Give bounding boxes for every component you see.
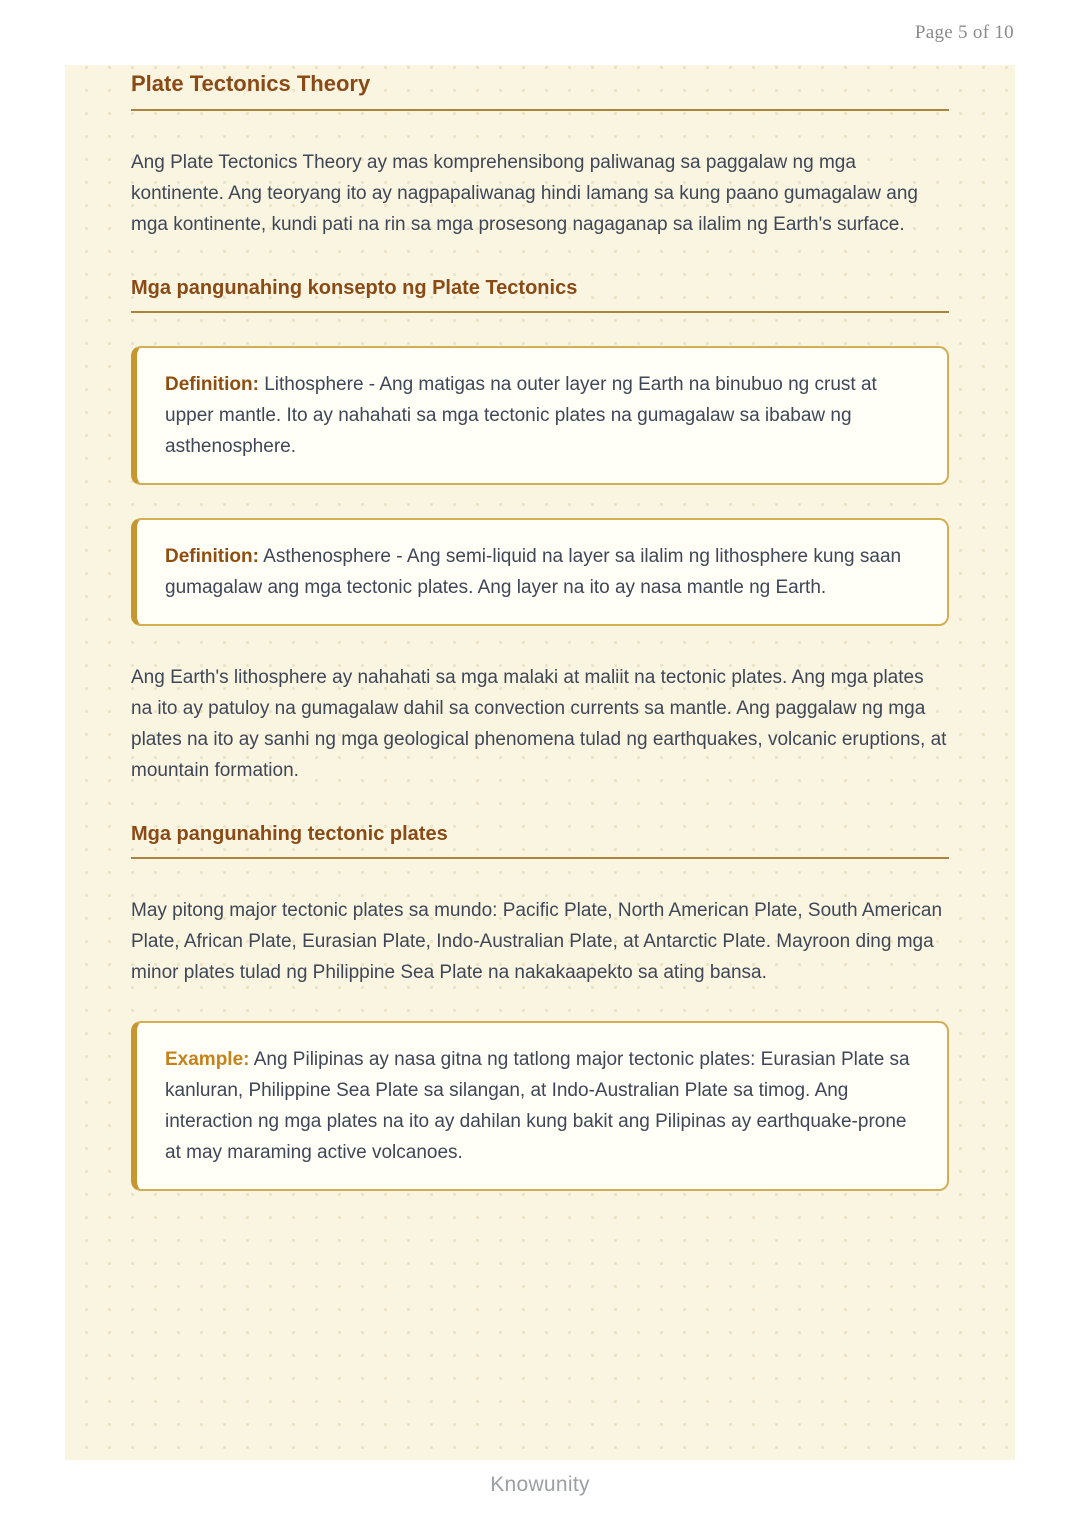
intro-paragraph: Ang Plate Tectonics Theory ay mas komprehensibong paliwanag sa paggalaw ng mga kontinente. Ang teoryang ito ay nagpapaliwanag hindi lamang sa kung paano gumagalaw ang mga kontinente, kundi pati na rin sa mga prosesong nagaganap sa ilalim ng Earth's surface. — [131, 152, 918, 235]
definition-text: Lithosphere - Ang matigas na outer layer ng Earth na binubuo ng crust at upper mantle. Ito ay nahahati sa mga tectonic plates na gumagalaw sa ibabaw ng asthenosphere. — [165, 374, 877, 457]
example-text: Ang Pilipinas ay nasa gitna ng tatlong major tectonic plates: Eurasian Plate sa kanluran, Philippine Sea Plate sa silangan, at Indo-Australian Plate sa timog. Ang interaction ng mga plates na ito ay dahilan kung bakit ang Pilipinas ay earthquake-prone at may maraming active volcanoes. — [165, 1049, 910, 1163]
definition-callout-lithosphere — [131, 346, 949, 485]
definition-text: Asthenosphere - Ang semi-liquid na layer sa ilalim ng lithosphere kung saan gumagalaw ang mga tectonic plates. Ang layer na ito ay nasa mantle ng Earth. — [165, 546, 902, 598]
title-underline — [131, 109, 949, 111]
definition-label: Definition: — [165, 546, 259, 567]
heading-underline — [131, 311, 949, 313]
section-heading-konsepto: Mga pangunahing konsepto ng Plate Tectonics — [131, 277, 578, 299]
example-callout-philippines — [131, 1021, 949, 1191]
footer-brand: Knowunity — [490, 1473, 590, 1496]
body-paragraph-plates-movement: Ang Earth's lithosphere ay nahahati sa mga malaki at maliit na tectonic plates. Ang mga plates na ito ay patuloy na gumagalaw dahil sa convection currents sa mantle. Ang paggalaw ng mga plates na ito ay sanhi ng mga geological phenomena tulad ng earthquakes, volcanic eruptions, at mountain formation. — [131, 667, 947, 781]
body-paragraph-major-plates: May pitong major tectonic plates sa mundo: Pacific Plate, North American Plate, South American Plate, African Plate, Eurasian Plate, Indo-Australian Plate, at Antarctic Plate. Mayroon ding mga minor plates tulad ng Philippine Sea Plate na nakakaapekto sa ating bansa. — [131, 900, 943, 983]
example-label: Example: — [165, 1049, 250, 1070]
document-card — [65, 65, 1015, 1460]
heading-underline — [131, 857, 949, 859]
definition-label: Definition: — [165, 374, 259, 395]
section-heading-tectonic-plates: Mga pangunahing tectonic plates — [131, 823, 448, 845]
page-number-indicator: Page 5 of 10 — [914, 22, 1014, 43]
article-title: Plate Tectonics Theory — [131, 71, 371, 96]
definition-callout-asthenosphere — [131, 518, 949, 626]
